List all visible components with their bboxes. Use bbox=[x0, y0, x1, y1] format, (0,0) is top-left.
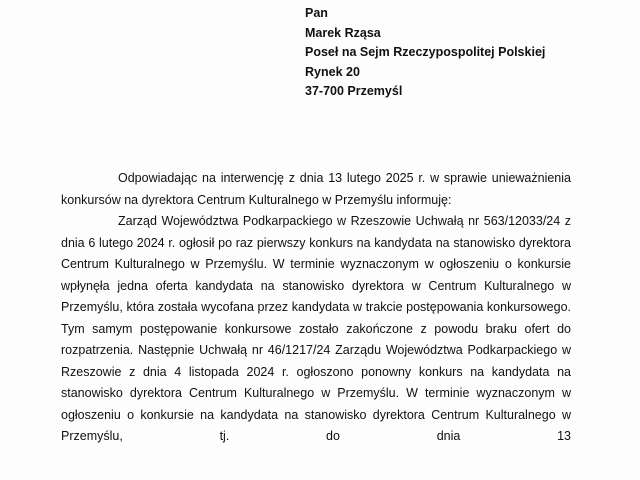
recipient-salutation: Pan bbox=[305, 6, 328, 20]
recipient-street: Rynek 20 bbox=[305, 64, 360, 79]
letter-body bbox=[61, 168, 571, 448]
recipient-name: Marek Rząsa bbox=[305, 25, 381, 40]
recipient-title: Poseł na Sejm Rzeczypospolitej Polskiej bbox=[305, 45, 546, 59]
recipient-city: 37-700 Przemyśl bbox=[305, 84, 403, 98]
recipient-address-block bbox=[305, 4, 545, 102]
letter-intro-paragraph: Odpowiadając na interwencję z dnia 13 lutego 2025 r. w sprawie unieważnienia konkursów na dyrektora Centrum Kulturalnego w Przemyślu informuję: bbox=[61, 171, 571, 207]
letter-paragraph-1: Zarząd Województwa Podkarpackiego w Rzeszowie Uchwałą nr 563/12033/24 z dnia 6 lutego 2024 r. ogłosił po raz pierwszy konkurs na kandydata na stanowisko dyrektora Centrum Kulturalnego w Przemyślu. W terminie wyznaczonym w ogłoszeniu o konkursie wpłynęła jedna oferta kandydata na stanowisko dyrektora w Centrum Kulturalnego w Przemyślu, która została wycofana przez kandydata w trakcie postępowania konkursowego. Tym samym postępowanie konkursowe zostało zakończone z powodu braku ofert do rozpatrzenia. Następnie Uchwałą nr 46/1217/24 Zarządu Województwa Podkarpackiego w Rzeszowie z dnia 4 listopada 2024 r. ogłoszono ponowny konkurs na kandydata na stanowisko dyrektora Centrum Kulturalnego w Przemyślu. W terminie wyznaczonym w ogłoszeniu o konkursie na kandydata na stanowisko dyrektora Centrum Kulturalnego w Przemyślu, tj. do dnia 13 bbox=[61, 214, 571, 443]
